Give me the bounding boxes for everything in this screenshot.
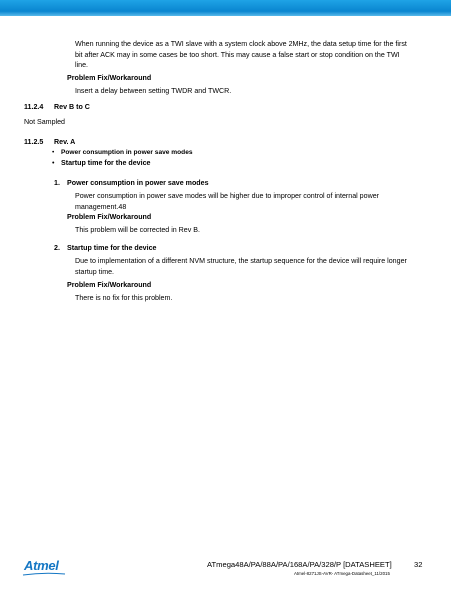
header-bar [0,0,451,16]
section-text: Not Sampled [24,118,66,126]
section-title: Rev B to C [54,103,90,111]
item-number: 2. [54,244,60,252]
workaround-heading: Problem Fix/Workaround [67,74,152,82]
item-text-line-2: startup time. [75,268,115,276]
workaround-heading: Problem Fix/Workaround [67,213,152,221]
logo-swoosh-icon [22,572,66,576]
section-number: 11.2.5 [24,138,44,146]
section-number: 11.2.4 [24,103,44,111]
item-text-line-1: Due to implementation of a different NVM structure, the startup sequence for the device will require longer [75,257,407,265]
bullet-item: • Power consumption in power save modes [61,148,193,159]
workaround-text: There is no fix for this problem. [75,294,173,302]
bullet-item: • Startup time for the device [61,158,150,169]
footer-title: ATmega48A/PA/88A/PA/168A/PA/328/P [DATASHEET] [207,560,392,569]
section-title: Rev. A [54,138,76,146]
workaround-text: Insert a delay between setting TWDR and TWCR. [75,87,232,95]
item-title: Power consumption in power save modes [67,179,209,187]
doc-reference: Atmel-8271JS-AVR- ATmega-Datasheet_11/2015 [294,571,390,576]
intro-line-2: bit after ACK may in some cases be too short. This may cause a false start or stop condition on the TWI [75,51,400,59]
intro-line-1: When running the device as a TWI slave with a system clock above 2MHz, the data setup time for the first [75,40,407,48]
item-text-line-2: management.48 [75,203,127,211]
item-text-line-1: Power consumption in power save modes will be higher due to improper control of internal power [75,192,380,200]
item-title: Startup time for the device [67,244,157,252]
item-number: 1. [54,179,60,187]
page-number: 32 [414,560,423,569]
atmel-logo: Atmel [24,558,59,573]
intro-line-3: line. [75,61,89,69]
workaround-heading: Problem Fix/Workaround [67,281,152,289]
workaround-text: This problem will be corrected in Rev B. [75,226,200,234]
